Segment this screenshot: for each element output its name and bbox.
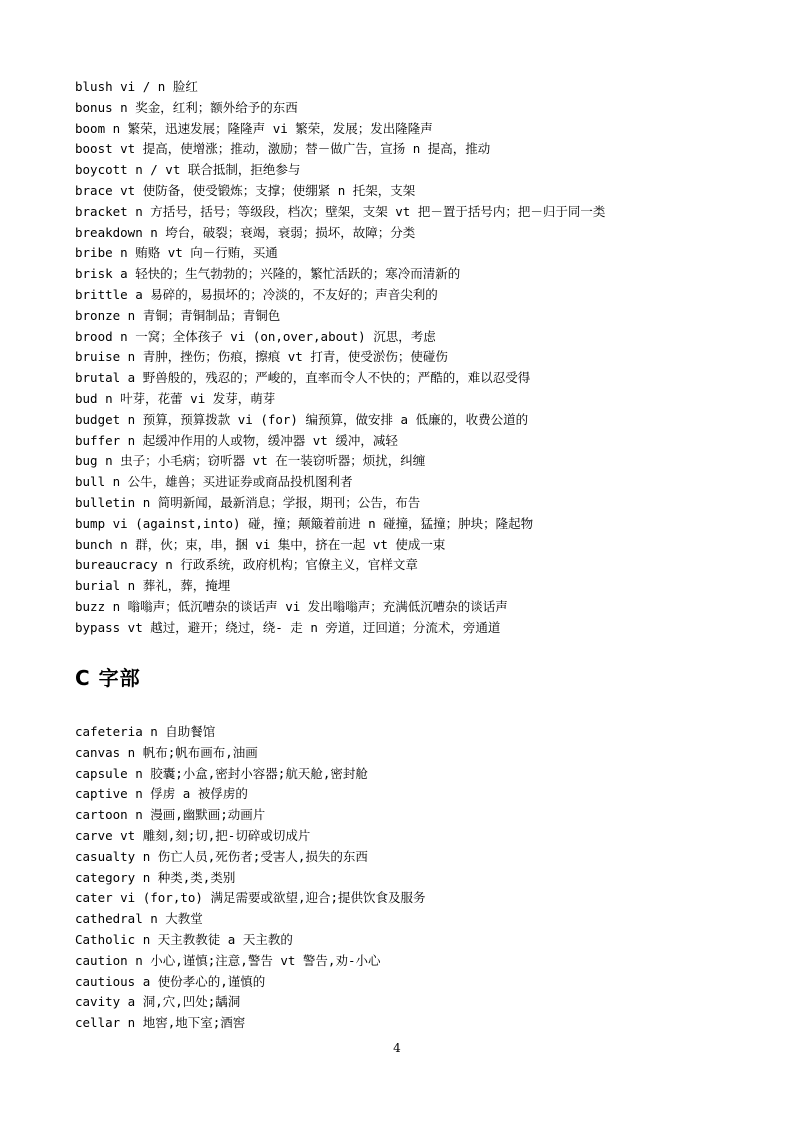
list-item: carve vt 雕刻,刻;切,把-切碎或切成片 <box>75 827 311 843</box>
list-item: bulletin n 简明新闻，最新消息；学报，期刊；公告，布告 <box>75 494 421 510</box>
c-entries-list <box>75 722 755 1034</box>
list-item: bypass vt 越过，避开；绕过，绕- 走 n 旁道，迂回道；分流术，旁通道 <box>75 619 501 635</box>
list-item: Catholic n 天主教教徒 a 天主教的 <box>75 931 293 947</box>
list-item: boost vt 提高，使增涨；推动，激励；替－做广告，宣扬 n 提高，推动 <box>75 141 491 157</box>
list-item: bunch n 群，伙；束，串，捆 vi 集中，挤在一起 vt 使成一束 <box>75 536 446 552</box>
b-entries-list <box>75 77 755 639</box>
list-item: brood n 一窝；全体孩子 vi (on,over,about) 沉思，考虑 <box>75 328 436 344</box>
list-item: brittle a 易碎的，易损坏的；冷淡的，不友好的；声音尖利的 <box>75 286 438 302</box>
list-item: cautious a 使份孝心的,谨慎的 <box>75 973 266 989</box>
list-item: capsule n 胶囊;小盒,密封小容器;航天舱,密封舱 <box>75 765 368 781</box>
section-heading: C 字部 <box>75 666 141 690</box>
list-item: captive n 俘虏 a 被俘虏的 <box>75 786 248 802</box>
list-item: burial n 葬礼，葬，掩埋 <box>75 578 231 594</box>
list-item: brisk a 轻快的；生气勃勃的；兴隆的，繁忙活跃的；寒冷而清新的 <box>75 266 461 282</box>
list-item: caution n 小心,谨慎;注意,警告 vt 警告,劝-小心 <box>75 952 381 968</box>
list-item: cathedral n 大教堂 <box>75 911 203 927</box>
list-item: bump vi (against,into) 碰，撞；颠簸着前进 n 碰撞，猛撞；肿块；隆起物 <box>75 515 534 531</box>
list-item: cafeteria n 自助餐馆 <box>75 724 216 739</box>
list-item: buzz n 嗡嗡声；低沉嘈杂的谈话声 vi 发出嗡嗡声；充满低沉嘈杂的谈话声 <box>75 598 508 614</box>
list-item: bribe n 贿赂 vt 向－行贿，买通 <box>75 245 278 261</box>
list-item: casualty n 伤亡人员,死伤者;受害人,损失的东西 <box>75 848 368 864</box>
list-item: bronze n 青铜；青铜制品；青铜色 <box>75 307 281 323</box>
list-item: blush vi / n 脸红 <box>75 79 198 94</box>
list-item: bracket n 方括号，括号；等级段，档次；壁架，支架 vt 把－置于括号内；把－归于同一类 <box>75 203 606 219</box>
list-item: bud n 叶芽，花蕾 vi 发芽，萌芽 <box>75 390 276 406</box>
list-item: cartoon n 漫画,幽默画;动画片 <box>75 807 266 823</box>
list-item: buffer n 起缓冲作用的人或物，缓冲器 vt 缓冲，减轻 <box>75 432 398 448</box>
list-item: cater vi (for,to) 满足需要或欲望,迎合;提供饮食及服务 <box>75 890 426 906</box>
list-item: bruise n 青肿，挫伤；伤痕，擦痕 vt 打青，使受淤伤；使碰伤 <box>75 349 448 365</box>
list-item: boycott n / vt 联合抵制，拒绝参与 <box>75 162 301 178</box>
list-item: cellar n 地窖,地下室;酒窖 <box>75 1015 246 1031</box>
list-item: cavity a 洞,穴,凹处;龋洞 <box>75 994 241 1010</box>
list-item: bug n 虫子；小毛病；窃听器 vt 在一装窃听器；烦扰，纠缠 <box>75 453 426 469</box>
list-item: bureaucracy n 行政系统，政府机构；官僚主义，官样文章 <box>75 557 418 573</box>
page-number: 4 <box>393 1041 401 1055</box>
list-item: breakdown n 垮台，破裂；衰竭，衰弱；损坏，故障；分类 <box>75 224 416 240</box>
list-item: brace vt 使防备，使受锻炼；支撑；使绷紧 n 托架，支架 <box>75 182 416 198</box>
list-item: brutal a 野兽般的，残忍的；严峻的，直率而令人不快的；严酷的，难以忍受得 <box>75 370 531 386</box>
list-item: category n 种类,类,类别 <box>75 869 236 885</box>
list-item: bull n 公牛，雄兽；买进证券或商品投机图利者 <box>75 474 353 490</box>
list-item: budget n 预算，预算拨款 vi (for) 编预算，做安排 a 低廉的，收费公道的 <box>75 411 529 427</box>
list-item: canvas n 帆布;帆布画布,油画 <box>75 744 258 760</box>
list-item: boom n 繁荣，迅速发展；隆隆声 vi 繁荣，发展；发出隆隆声 <box>75 120 433 136</box>
list-item: bonus n 奖金，红利；额外给予的东西 <box>75 99 298 115</box>
